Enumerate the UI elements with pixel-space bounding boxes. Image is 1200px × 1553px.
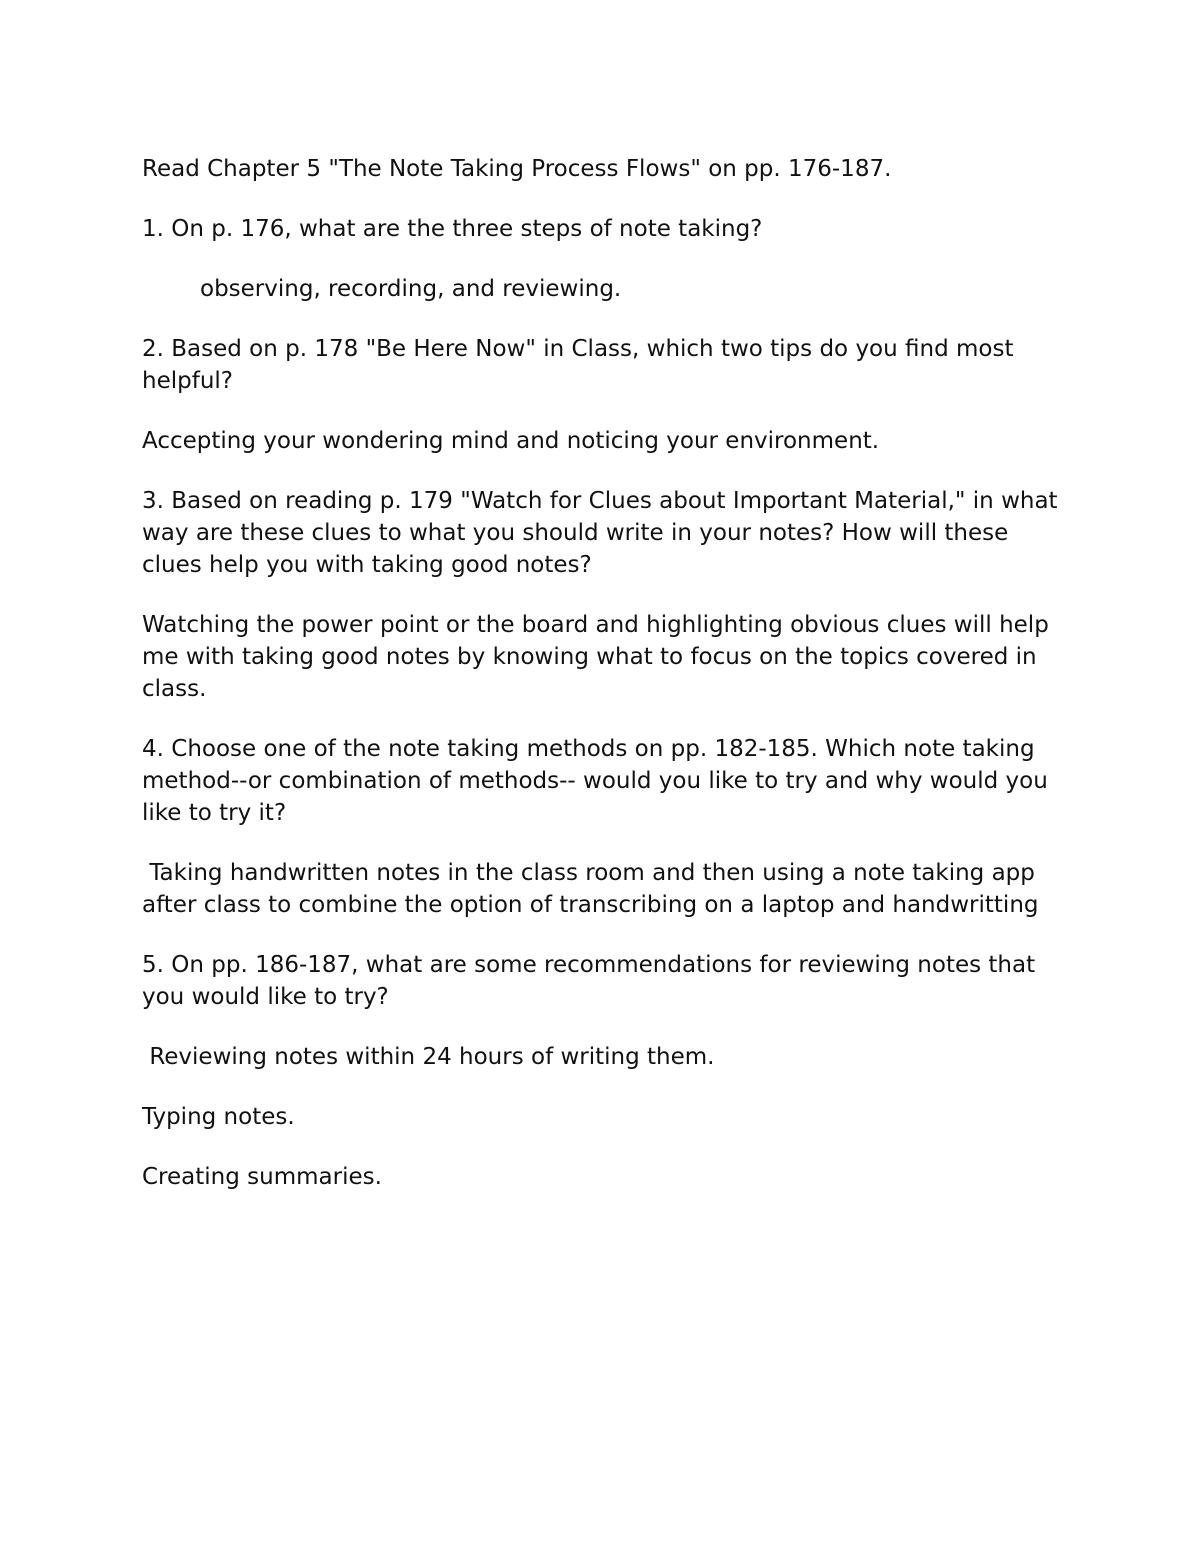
question-4: 4. Choose one of the note taking methods on pp. 182-185. Which note taking method--or combination of methods-- would you like to try and why would you like to try it? xyxy=(142,736,1056,826)
question-1: 1. On p. 176, what are the three steps of note taking? xyxy=(142,216,763,242)
question-2: 2. Based on p. 178 "Be Here Now" in Class, which two tips do you find most helpful? xyxy=(142,336,1021,394)
answer-2: Accepting your wondering mind and noticing your environment. xyxy=(142,428,880,454)
assignment-intro: Read Chapter 5 "The Note Taking Process Flows" on pp. 176-187. xyxy=(142,156,892,182)
answer-5-item-1: Reviewing notes within 24 hours of writing them. xyxy=(142,1044,715,1070)
answer-1: observing, recording, and reviewing. xyxy=(200,276,622,302)
answer-4: Taking handwritten notes in the class room and then using a note taking app after class to combine the option of transcribing on a laptop and handwritting xyxy=(142,860,1043,918)
answer-3: Watching the power point or the board and highlighting obvious clues will help me with taking good notes by knowing what to focus on the topics covered in class. xyxy=(142,612,1057,702)
question-5: 5. On pp. 186-187, what are some recommendations for reviewing notes that you would like to try? xyxy=(142,952,1043,1010)
answer-5-item-2: Typing notes. xyxy=(142,1104,295,1130)
question-3: 3. Based on reading p. 179 "Watch for Clues about Important Material," in what way are these clues to what you should write in your notes? How will these clues help you with taking good notes? xyxy=(142,488,1065,578)
answer-5-item-3: Creating summaries. xyxy=(142,1164,382,1190)
document-body xyxy=(142,153,1072,1221)
